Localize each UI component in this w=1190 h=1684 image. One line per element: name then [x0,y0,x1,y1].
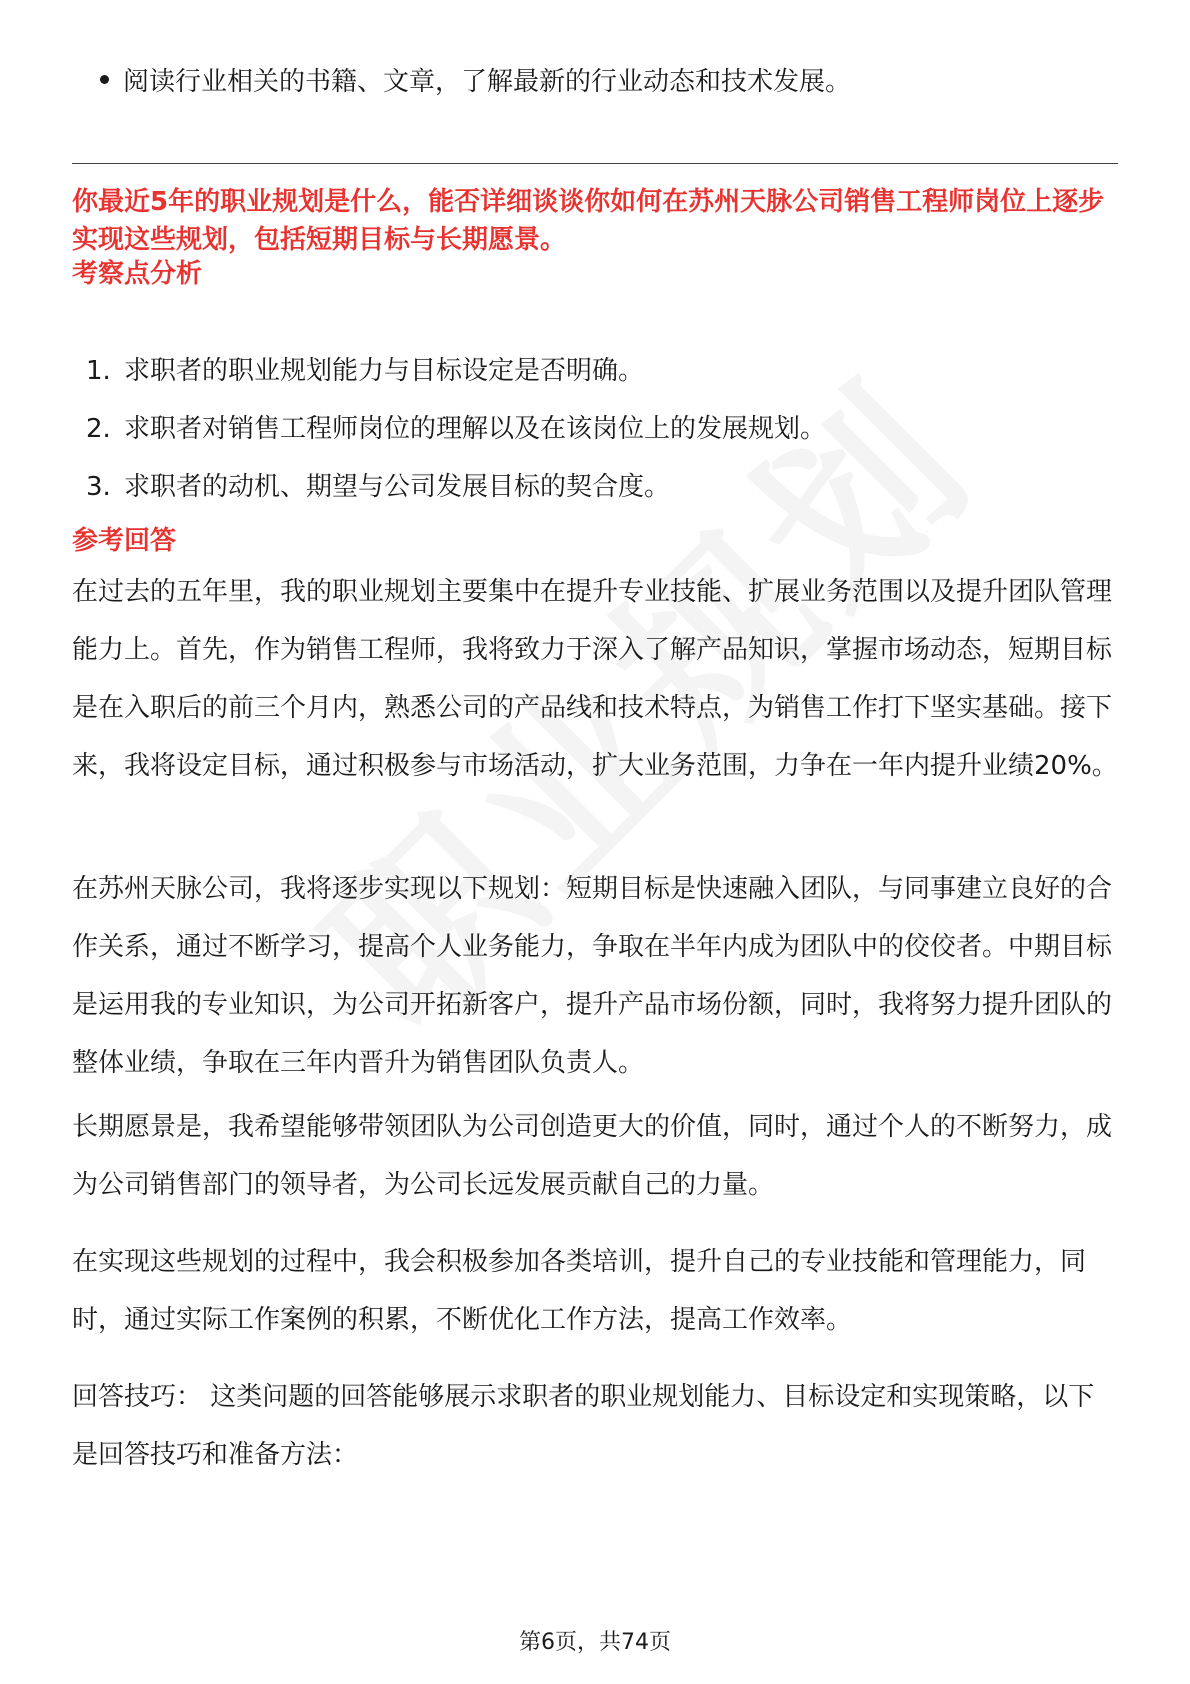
answer-heading: 参考回答 [72,526,177,556]
list-item-text: 求职者的动机、期望与公司发展目标的契合度。 [124,472,671,502]
list-number: 1. [86,356,111,386]
list-number: 2. [86,414,111,444]
answer-paragraph: 在过去的五年里，我的职业规划主要集中在提升专业技能、扩展业务范围以及提升团队管理能力上。首先，作为销售工程师，我将致力于深入了解产品知识，掌握市场动态，短期目标是在入职后的前三个月内，熟悉公司的产品线和技术特点，为销售工作打下坚实基础。接下来，我将设定目标，通过积极参与市场活动，扩大业务范围，力争在一年内提升业绩20%。 [72,577,1118,781]
answer-tips-paragraph: 回答技巧： 这类问题的回答能够展示求职者的职业规划能力、目标设定和实现策略，以下是回答技巧和准备方法： [72,1382,1095,1470]
answer-paragraph: 在实现这些规划的过程中，我会积极参加各类培训，提升自己的专业技能和管理能力，同时，通过实际工作案例的积累，不断优化工作方法，提高工作效率。 [72,1247,1087,1335]
list-number: 3. [86,472,111,502]
bullet-dot-icon [100,75,109,84]
analysis-list-item [86,409,826,467]
bullet-item [100,62,851,102]
answer-paragraph: 长期愿景是，我希望能够带领团队为公司创造更大的价值，同时，通过个人的不断努力，成为公司销售部门的领导者，为公司长远发展贡献自己的力量。 [72,1112,1113,1200]
analysis-list [86,351,826,525]
answer-paragraph: 在苏州天脉公司，我将逐步实现以下规划：短期目标是快速融入团队，与同事建立良好的合作关系，通过不断学习，提高个人业务能力，争取在半年内成为团队中的佼佼者。中期目标是运用我的专业知识，为公司开拓新客户，提升产品市场份额，同时，我将努力提升团队的整体业绩，争取在三年内晋升为销售团队负责人。 [72,874,1113,1078]
list-item-text: 求职者的职业规划能力与目标设定是否明确。 [124,356,645,386]
analysis-list-item [86,351,826,409]
analysis-heading: 考察点分析 [72,259,203,289]
section-divider [72,163,1118,164]
list-item-text: 求职者对销售工程师岗位的理解以及在该岗位上的发展规划。 [124,414,827,444]
bullet-item-text: 阅读行业相关的书籍、文章，了解最新的行业动态和技术发展。 [123,67,852,97]
question-title: 你最近5年的职业规划是什么，能否详细谈谈你如何在苏州天脉公司销售工程师岗位上逐步实现这些规划，包括短期目标与长期愿景。 [72,187,1105,255]
page-number-footer: 第6页，共74页 [519,1630,671,1655]
analysis-list-item [86,467,826,525]
